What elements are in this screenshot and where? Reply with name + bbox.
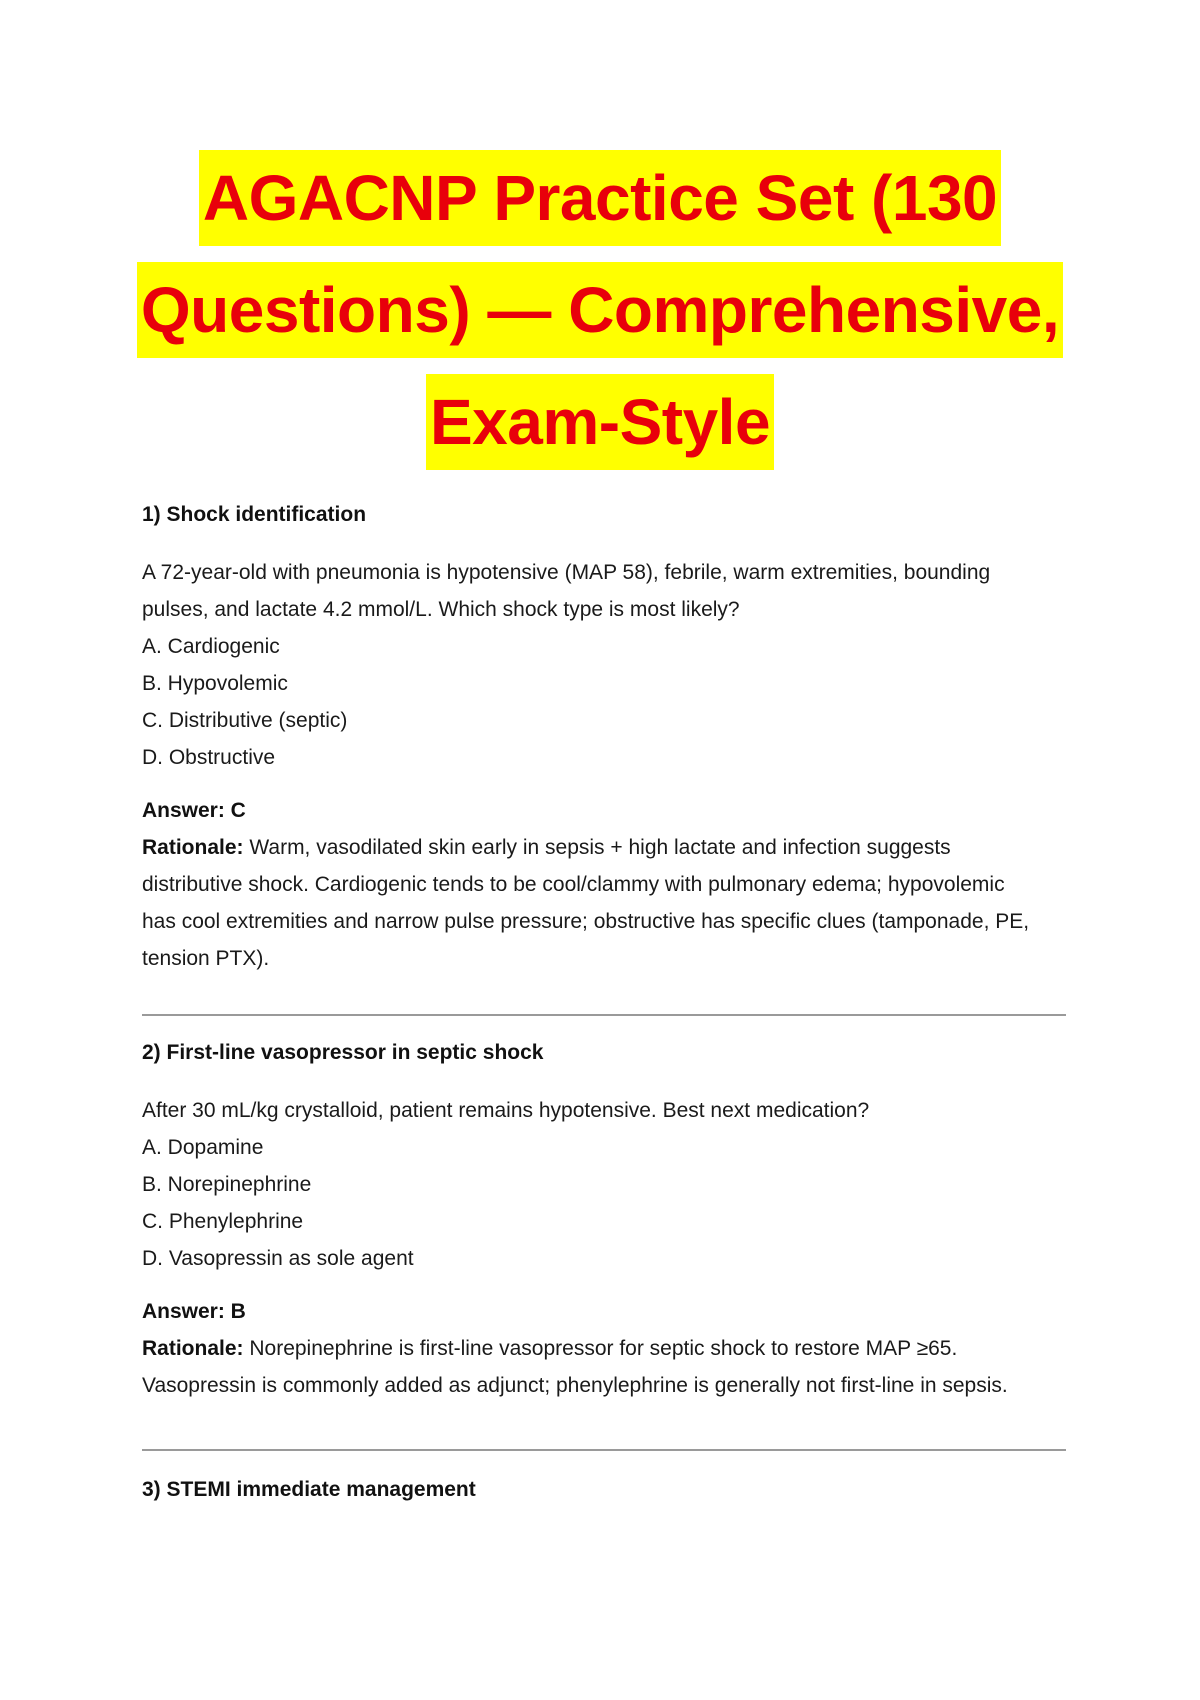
question-stem-line: pulses, and lactate 4.2 mmol/L. Which shock type is most likely?: [142, 598, 740, 621]
option-b: B. Hypovolemic: [142, 672, 288, 695]
question-3: [142, 1475, 1062, 1521]
title-line-1: AGACNP Practice Set (130: [199, 150, 1001, 246]
rationale-label: Rationale:: [142, 1337, 244, 1360]
section-divider: [142, 1014, 1066, 1016]
question-stem-line: A 72-year-old with pneumonia is hypotensive (MAP 58), febrile, warm extremities, bounding: [142, 561, 991, 584]
question-1: [142, 500, 1062, 977]
option-a: A. Cardiogenic: [142, 635, 280, 658]
answer-options: [142, 1129, 1062, 1277]
rationale-line: [142, 829, 1062, 866]
question-heading: 2) First-line vasopressor in septic shock: [142, 1041, 544, 1064]
answer-options: [142, 628, 1062, 776]
rationale-text: Warm, vasodilated skin early in sepsis + high lactate and infection suggests: [243, 836, 951, 859]
rationale-line: Vasopressin is commonly added as adjunct; phenylephrine is generally not first-line in sepsis.: [142, 1374, 1008, 1397]
question-stem-line: After 30 mL/kg crystalloid, patient remains hypotensive. Best next medication?: [142, 1099, 870, 1122]
answer-line: Answer: C: [142, 799, 246, 822]
option-a: A. Dopamine: [142, 1136, 264, 1159]
option-d: D. Obstructive: [142, 746, 276, 769]
rationale-text: Norepinephrine is first-line vasopressor for septic shock to restore MAP ≥65.: [243, 1337, 958, 1360]
title-line-2: Questions) — Comprehensive,: [137, 262, 1063, 358]
section-divider: [142, 1449, 1066, 1451]
rationale-line: has cool extremities and narrow pulse pressure; obstructive has specific clues (tamponade, PE,: [142, 910, 1030, 933]
rationale-line: [142, 1330, 1062, 1367]
rationale-line: tension PTX).: [142, 947, 270, 970]
rationale-label: Rationale:: [142, 836, 244, 859]
question-heading: 1) Shock identification: [142, 503, 367, 526]
title-line-3: Exam-Style: [426, 374, 774, 470]
option-c: C. Distributive (septic): [142, 709, 348, 732]
option-d: D. Vasopressin as sole agent: [142, 1247, 414, 1270]
rationale-line: distributive shock. Cardiogenic tends to be cool/clammy with pulmonary edema; hypovolemic: [142, 873, 1005, 896]
question-heading: 3) STEMI immediate management: [142, 1478, 476, 1501]
answer-line: Answer: B: [142, 1300, 246, 1323]
document-title: [0, 150, 1200, 486]
option-c: C. Phenylephrine: [142, 1210, 304, 1233]
option-b: B. Norepinephrine: [142, 1173, 312, 1196]
question-2: [142, 1038, 1062, 1404]
